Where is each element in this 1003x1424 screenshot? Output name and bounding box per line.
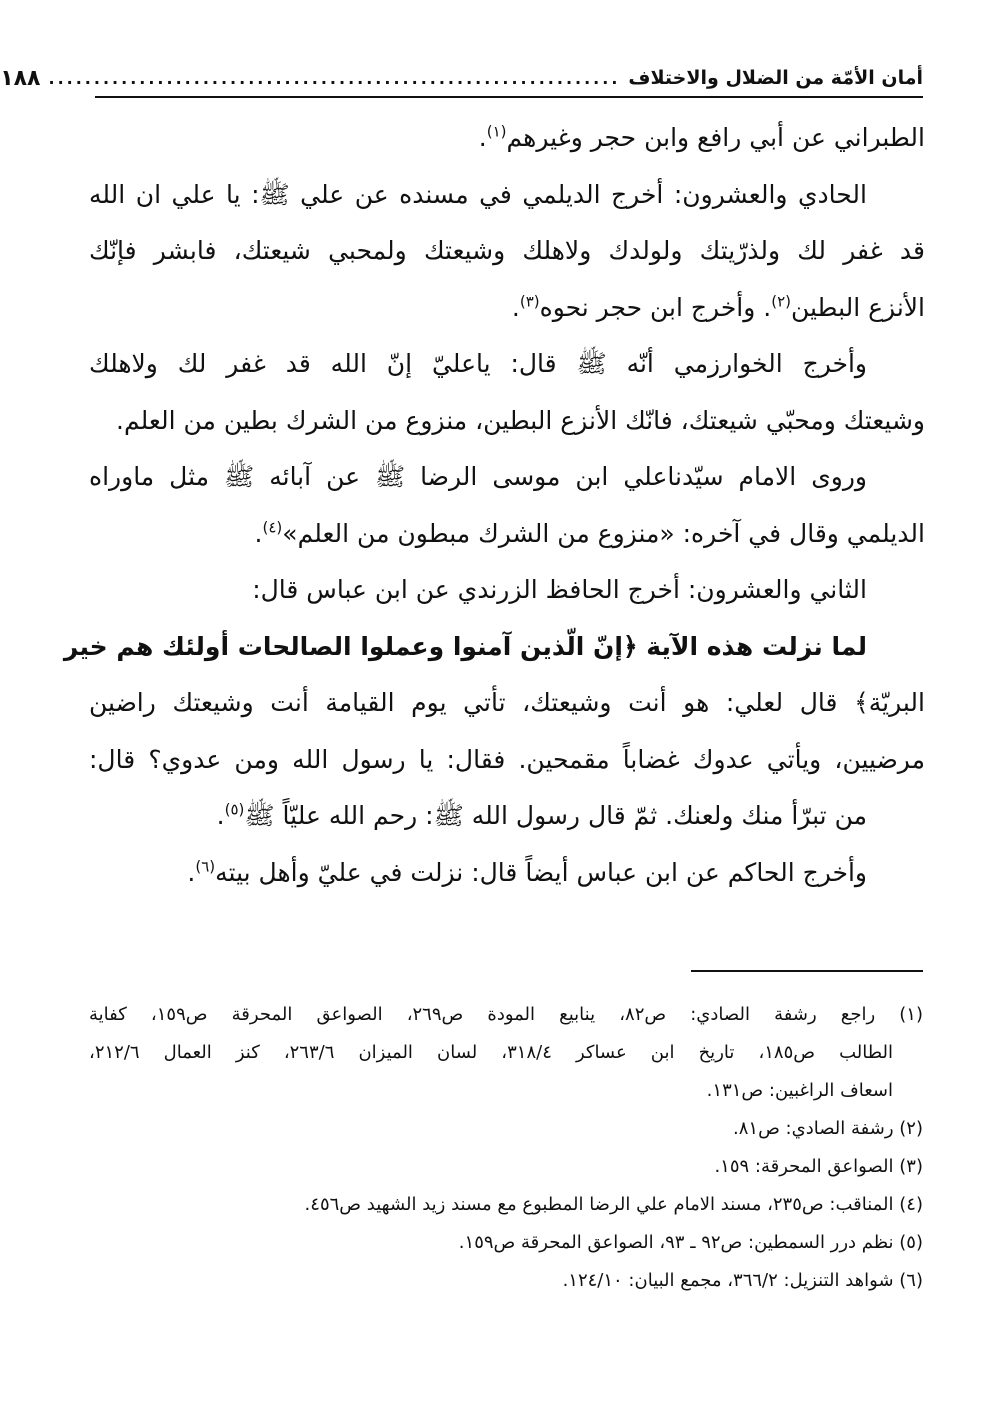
page-number: ١٨٨ <box>0 65 41 91</box>
text-line: وشيعتك ومحبّي شيعتك، فانّك الأنزع البطين، منزوع من الشرك بطين من العلم. <box>116 405 925 435</box>
footnotes <box>89 996 923 1300</box>
text-line: وروى الامام سيّدناعلي ابن موسى الرضا ﷺ عن آبائه ﷺ مثل ماوراه <box>89 462 867 491</box>
page-header <box>0 60 923 98</box>
header-leader-dots: ............................................................... <box>48 68 621 88</box>
text-span: الديلمي وقال في آخره: «منزوع من الشرك مبطون من العلم» <box>282 518 925 548</box>
text-line: وأخرج الحاكم عن ابن عباس أيضاً قال: نزلت في عليّ وأهل بيته$^{(٦)}$. <box>187 857 867 887</box>
footnote-line: (١) راجع رشفة الصادي: ص٨٢، ينابيع المودة ص٢٦٩، الصواعق المحرقة ص١٥٩، كفاية <box>89 1004 923 1025</box>
text-span: الأنزع البطين <box>790 292 925 322</box>
footnote-ref: (٦) <box>195 857 216 876</box>
footnote-line: (٣) الصواعق المحرقة: ١٥٩. <box>714 1156 923 1177</box>
text-line: لما نزلت هذه الآية ﴿إنّ الّذين آمنوا وعملوا الصالحات أولئك هم خير <box>63 631 867 661</box>
footnote-line: الطالب ص١٨٥، تاريخ ابن عساكر ٣١٨/٤، لسان الميزان ٢٦٣/٦، كنز العمال ٢١٢/٦، <box>89 1042 894 1063</box>
footnote-line: (٤) المناقب: ص٢٣٥، مسند الامام علي الرضا المطبوع مع مسند زيد الشهيد ص٤٥٦. <box>304 1194 923 1215</box>
text-line: الثاني والعشرون: أخرج الحافظ الزرندي عن ابن عباس قال: <box>252 575 867 604</box>
text-line: مرضيين، ويأتي عدوك غضاباً مقمحين. فقال: يا رسول الله ومن عدوي؟ قال: <box>89 744 925 774</box>
text-line: الحادي والعشرون: أخرج الديلمي في مسنده عن علي ﷺ: يا علي ان الله <box>89 179 867 209</box>
text-line: من تبرّأ منك ولعنك. ثمّ قال رسول الله ﷺ: رحم الله عليّاً ﷺ$^{(٥)}$. <box>216 800 867 830</box>
footnote-ref: (٢) <box>771 292 791 311</box>
text-line: وأخرج الخوارزمي أنّه ﷺ قال: ياعليّ إنّ الله قد غفر لك ولاهلك <box>89 349 867 378</box>
text-line: قد غفر لك ولذرّيتك ولولدك ولاهلك وشيعتك ولمحبي شيعتك، فابشر فإنّك <box>89 236 925 265</box>
footnote-ref: (٤) <box>262 518 283 537</box>
footnote-ref: (١) <box>486 122 507 141</box>
running-title: أمان الأمّة من الضلال والاختلاف <box>628 67 923 89</box>
text-span: وأخرج الحاكم عن ابن عباس أيضاً قال: نزلت في عليّ وأهل بيته <box>215 857 867 887</box>
footnote-line: (٥) نظم درر السمطين: ص٩٢ ـ ٩٣، الصواعق المحرقة ص١٥٩. <box>458 1232 923 1253</box>
text-span: . وأخرج ابن حجر نحوه <box>539 292 772 322</box>
text-line: الأنزع البطين$^{(٢)}$. وأخرج ابن حجر نحوه$^{(٣)}$. <box>511 292 925 322</box>
text-span: من تبرّأ منك ولعنك. ثمّ قال رسول الله ﷺ: رحم الله عليّاً ﷺ <box>244 801 867 830</box>
footnote-ref: (٥) <box>224 800 245 819</box>
footnote-separator <box>691 970 923 972</box>
text-line: البريّة﴾ قال لعلي: هو أنت وشيعتك، تأتي يوم القيامة أنت وشيعتك راضين <box>89 688 925 717</box>
footnote-line: اسعاف الراغبين: ص١٣١. <box>706 1080 893 1101</box>
footnote-line: (٢) رشفة الصادي: ص٨١. <box>732 1118 923 1139</box>
footnote-ref: (٣) <box>519 292 540 311</box>
text-line: الديلمي وقال في آخره: «منزوع من الشرك مبطون من العلم»$^{(٤)}$. <box>254 518 925 548</box>
main-text <box>63 110 925 901</box>
footnote-line: (٦) شواهد التنزيل: ٣٦٦/٢، مجمع البيان: ١٢٤/١٠. <box>562 1270 923 1291</box>
text-line: الطبراني عن أبي رافع وابن حجر وغيرهم$^{(١)}$. <box>478 122 925 152</box>
text-span: الطبراني عن أبي رافع وابن حجر وغيرهم <box>506 123 925 152</box>
